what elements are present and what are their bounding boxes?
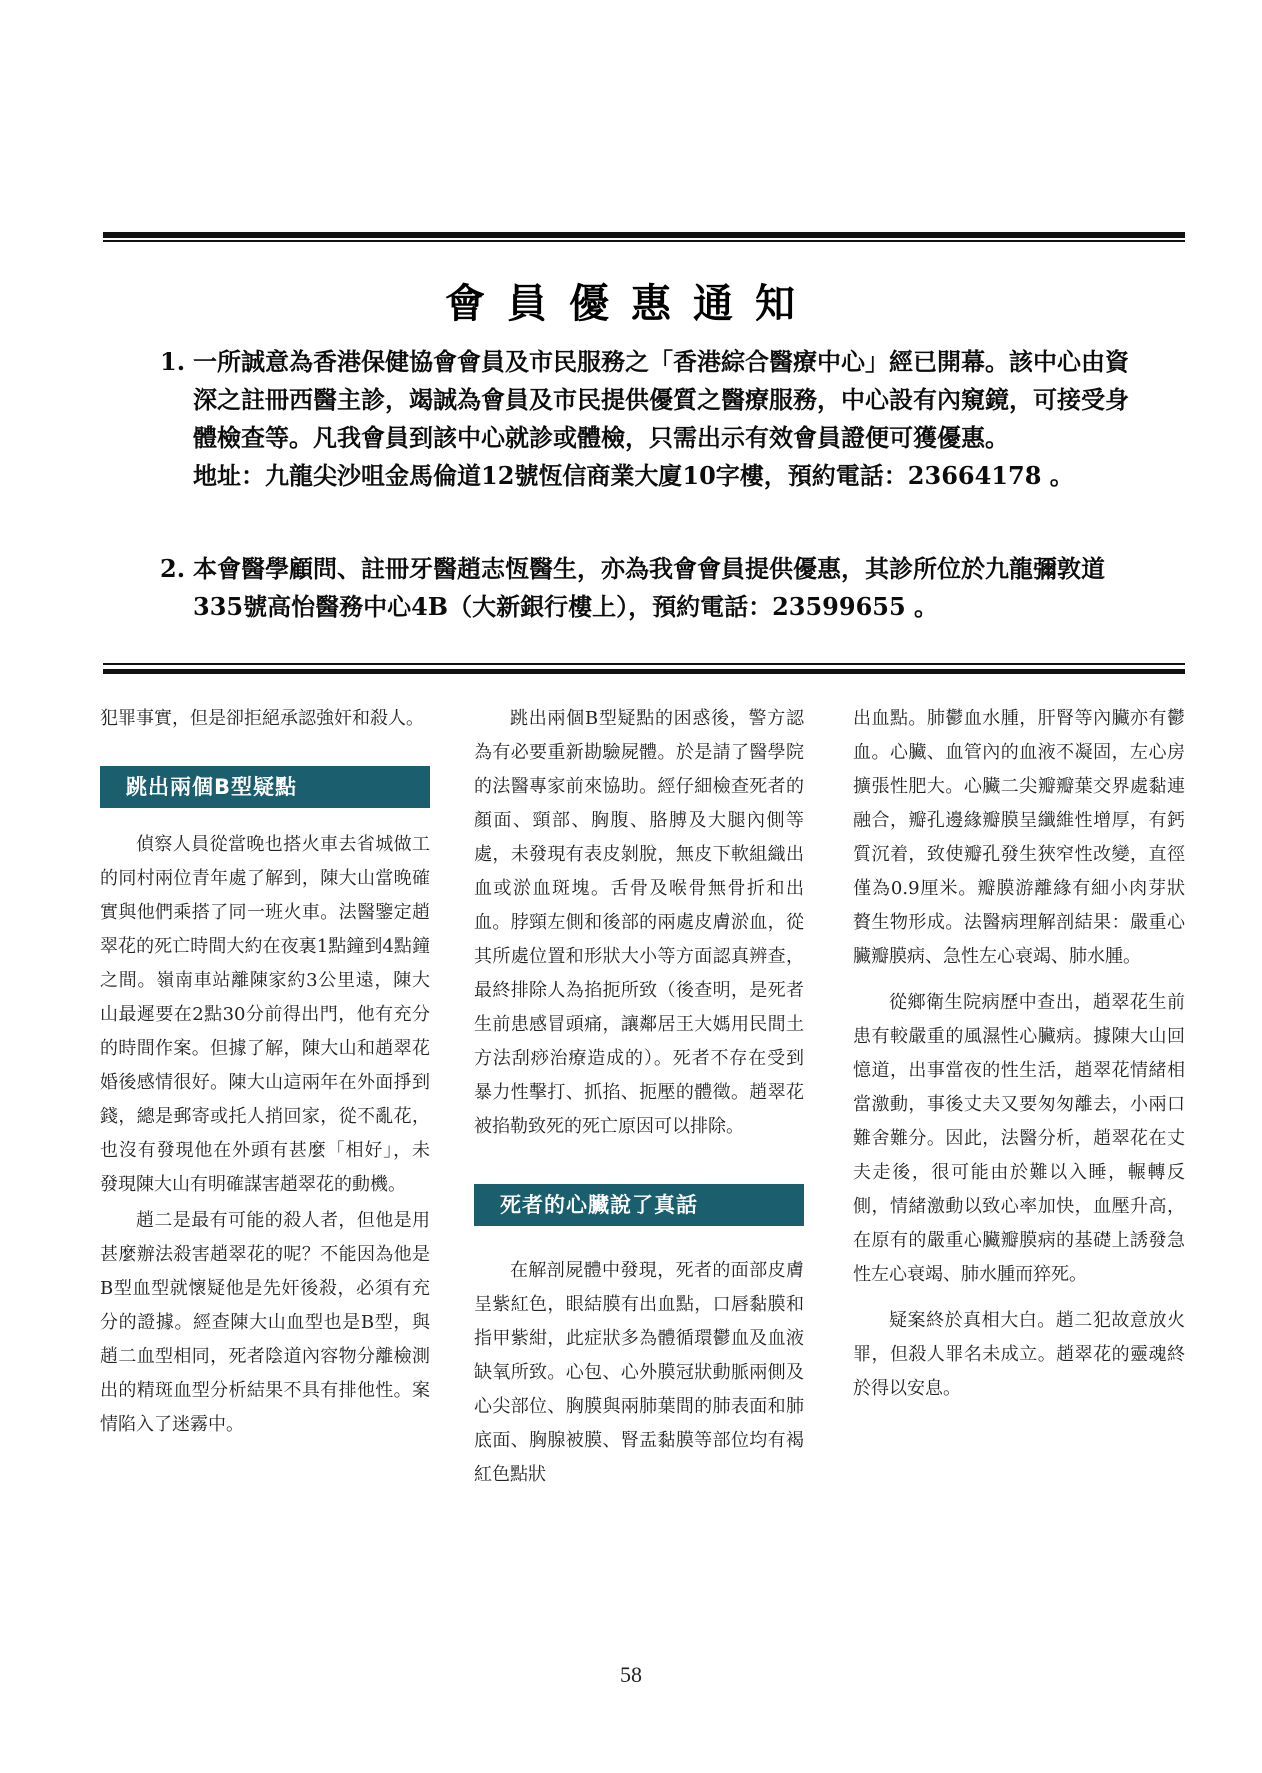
- section-heading: 跳出兩個B型疑點: [100, 766, 430, 808]
- article-paragraph: 偵察人員從當晚也搭火車去省城做工的同村兩位青年處了解到，陳大山當晚確實與他們乘搭了同一班火車。法醫鑒定趙翠花的死亡時間大約在夜裏1點鐘到4點鐘之間。嶺南車站離陳家約3公里遠，陳大山最遲要在2點30分前得出門，他有充分的時間作案。但據了解，陳大山和趙翠花婚後感情很好。陳大山這兩年在外面掙到錢，總是郵寄或托人捎回家，從不亂花，也沒有發現他在外頭有甚麼「相好」，未發現陳大山有明確謀害趙翠花的動機。: [100, 834, 430, 1195]
- page-number: 58: [620, 1662, 642, 1687]
- notice-item-text: 本會醫學顧問、註冊牙醫趙志恆醫生，亦為我會會員提供優惠，其診所位於九龍彌敦道335號高怡醫務中心4B（大新銀行樓上），預約電話：23599655 。: [193, 554, 1105, 621]
- top-thin-rule: [103, 240, 1185, 242]
- section-heading: 死者的心臟說了真話: [474, 1184, 804, 1226]
- notice-title: 會員優惠通知: [445, 281, 817, 327]
- article-column-1: [100, 702, 430, 1442]
- article-paragraph: 出血點。肺鬱血水腫，肝腎等內臟亦有鬱血。心臟、血管內的血液不凝固，左心房擴張性肥大。心臟二尖瓣瓣葉交界處黏連融合，瓣孔邊緣瓣膜呈纖維性增厚，有鈣質沉着，致使瓣孔發生狹窄性改變，直徑僅為0.9厘米。瓣膜游離緣有細小肉芽狀贅生物形成。法醫病理解剖結果：嚴重心臟瓣膜病、急性左心衰竭、肺水腫。: [853, 708, 1185, 967]
- bottom-thin-rule: [103, 663, 1185, 665]
- notice-item-number: 1.: [160, 347, 186, 376]
- article-paragraph: 跳出兩個B型疑點的困惑後，警方認為有必要重新勘驗屍體。於是請了醫學院的法醫專家前來協助。經仔細檢查死者的顏面、頸部、胸腹、胳膊及大腿內側等處，未發現有表皮剝脫，無皮下軟組織出血或淤血斑塊。舌骨及喉骨無骨折和出血。脖頸左側和後部的兩處皮膚淤血，從其所處位置和形狀大小等方面認真辨查，最終排除人為掐扼所致（後查明，是死者生前患感冒頭痛，讓鄰居王大媽用民間土方法刮痧治療造成的）。死者不存在受到暴力性擊打、抓掐、扼壓的體徵。趙翠花被掐勒致死的死亡原因可以排除。: [474, 708, 804, 1137]
- bottom-thick-rule: [103, 669, 1185, 674]
- article-paragraph: 在解剖屍體中發現，死者的面部皮膚呈紫紅色，眼結膜有出血點，口唇黏膜和指甲紫紺，此症狀多為體循環鬱血及血液缺氧所致。心包、心外膜冠狀動脈兩側及心尖部位、胸膜與兩肺葉間的肺表面和肺底面、胸腺被膜、腎盂黏膜等部位均有褐紅色點狀: [474, 1260, 804, 1485]
- article-column-2: [474, 702, 804, 1492]
- article-paragraph: 犯罪事實，但是卻拒絕承認強奸和殺人。: [100, 708, 424, 729]
- article-column-3: [853, 702, 1185, 1406]
- article-paragraph: 疑案終於真相大白。趙二犯故意放火罪，但殺人罪名未成立。趙翠花的靈魂終於得以安息。: [853, 1310, 1185, 1399]
- notice-item-text: 一所誠意為香港保健協會會員及市民服務之「香港綜合醫療中心」經已開幕。該中心由資深之註冊西醫主診，竭誠為會員及市民提供優質之醫療服務，中心設有內窺鏡，可接受身體檢查等。凡我會員到該中心就診或體檢，只需出示有效會員證便可獲優惠。: [193, 347, 1129, 452]
- notice-item-number: 2.: [160, 554, 186, 583]
- notice-item-1: [160, 343, 1150, 495]
- article-paragraph: 從鄉衛生院病歷中查出，趙翠花生前患有較嚴重的風濕性心臟病。據陳大山回憶道，出事當夜的性生活，趙翠花情緒相當激動，事後丈夫又要匆匆離去，小兩口難舍難分。因此，法醫分析，趙翠花在丈夫走後，很可能由於難以入睡，輾轉反側，情緒激動以致心率加快，血壓升高，在原有的嚴重心臟瓣膜病的基礎上誘發急性左心衰竭、肺水腫而猝死。: [853, 992, 1185, 1285]
- notice-item-2: [160, 550, 1150, 626]
- notice-item-address: 地址：九龍尖沙咀金馬倫道12號恆信商業大廈10字樓，預約電話：23664178 。: [193, 461, 1074, 490]
- top-thick-rule: [103, 232, 1185, 238]
- article-paragraph: 趙二是最有可能的殺人者，但他是用甚麼辦法殺害趙翠花的呢？不能因為他是B型血型就懷疑他是先奸後殺，必須有充分的證據。經查陳大山血型也是B型，與趙二血型相同，死者陰道內容物分離檢測出的精斑血型分析結果不具有排他性。案情陷入了迷霧中。: [100, 1210, 430, 1435]
